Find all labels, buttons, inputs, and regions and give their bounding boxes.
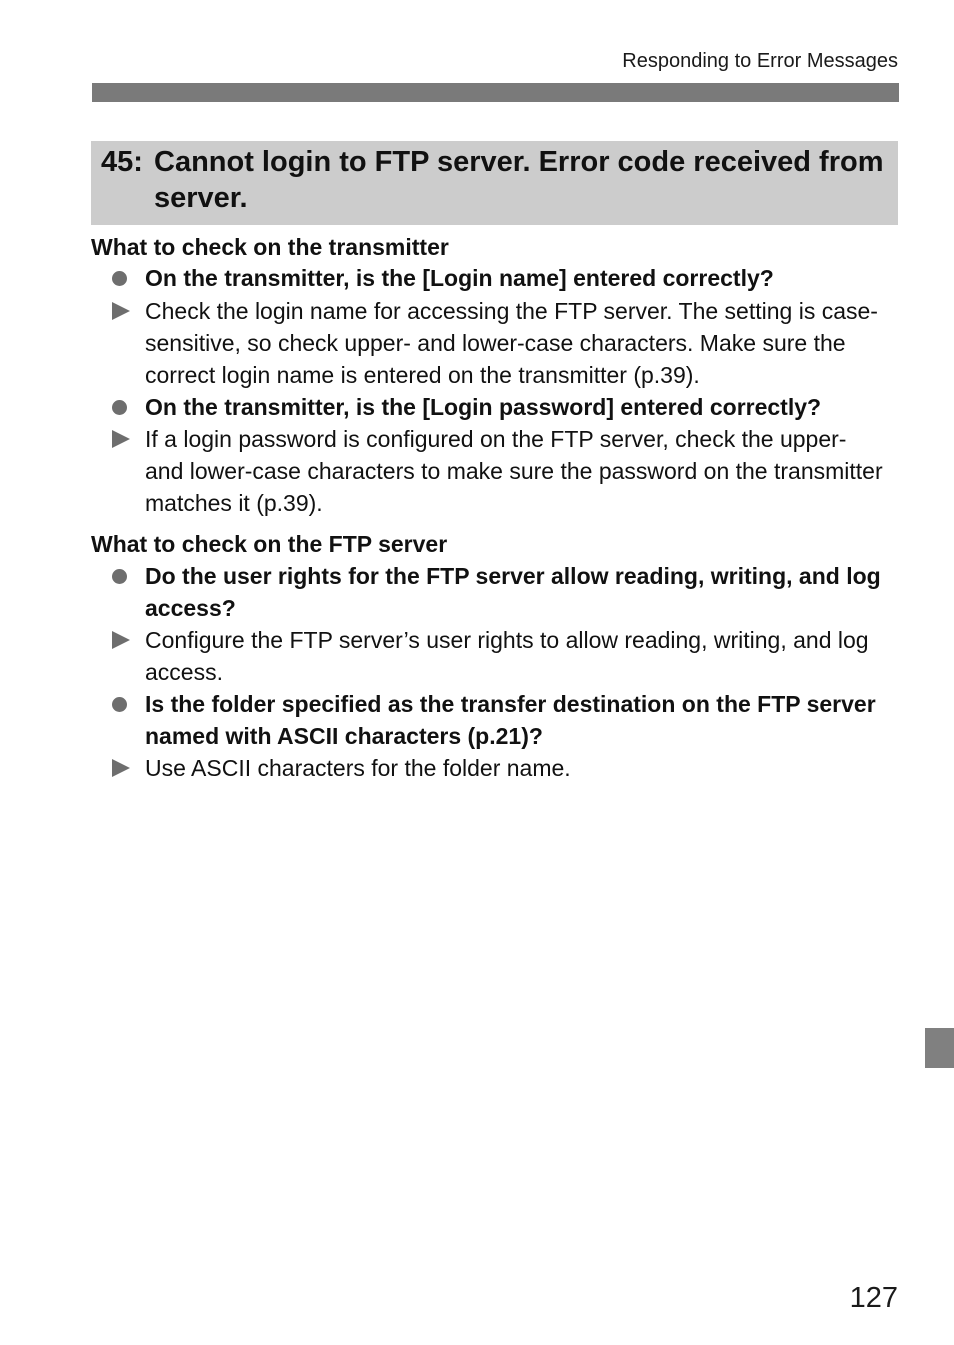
- error-title-box: [91, 141, 898, 225]
- section-heading-transmitter: What to check on the transmitter: [91, 234, 449, 260]
- answer-item: If a login password is configured on the FTP server, check the upper- and lower-case characters to make sure the password on the transmitter matches it (p.39).: [145, 426, 883, 516]
- error-code-number: 45:: [101, 146, 143, 178]
- triangle-arrow-icon: [112, 302, 130, 320]
- chapter-thumb-tab: [925, 1028, 954, 1068]
- triangle-arrow-icon: [112, 430, 130, 448]
- question-item: On the transmitter, is the [Login password] entered correctly?: [145, 394, 822, 420]
- circle-bullet-icon: [112, 697, 127, 712]
- question-item: Is the folder specified as the transfer destination on the FTP server named with ASCII characters (p.21)?: [145, 691, 876, 749]
- question-item: Do the user rights for the FTP server allow reading, writing, and log access?: [145, 563, 881, 621]
- answer-item: Configure the FTP server’s user rights to allow reading, writing, and log access.: [145, 627, 869, 685]
- page-number: 127: [849, 1282, 898, 1314]
- circle-bullet-icon: [112, 569, 127, 584]
- error-title-text: Cannot login to FTP server. Error code received from server.: [154, 146, 884, 214]
- header-rule: [92, 83, 899, 102]
- circle-bullet-icon: [112, 271, 127, 286]
- section-heading-ftp-server: What to check on the FTP server: [91, 531, 448, 557]
- circle-bullet-icon: [112, 400, 127, 415]
- answer-item: Check the login name for accessing the FTP server. The setting is case-sensitive, so check upper- and lower-case characters. Make sure the correct login name is entered on the transmitter (p.39).: [145, 298, 878, 388]
- triangle-arrow-icon: [112, 759, 130, 777]
- question-item: On the transmitter, is the [Login name] entered correctly?: [145, 265, 774, 291]
- answer-item: Use ASCII characters for the folder name.: [145, 755, 571, 781]
- triangle-arrow-icon: [112, 631, 130, 649]
- running-header: Responding to Error Messages: [622, 50, 898, 72]
